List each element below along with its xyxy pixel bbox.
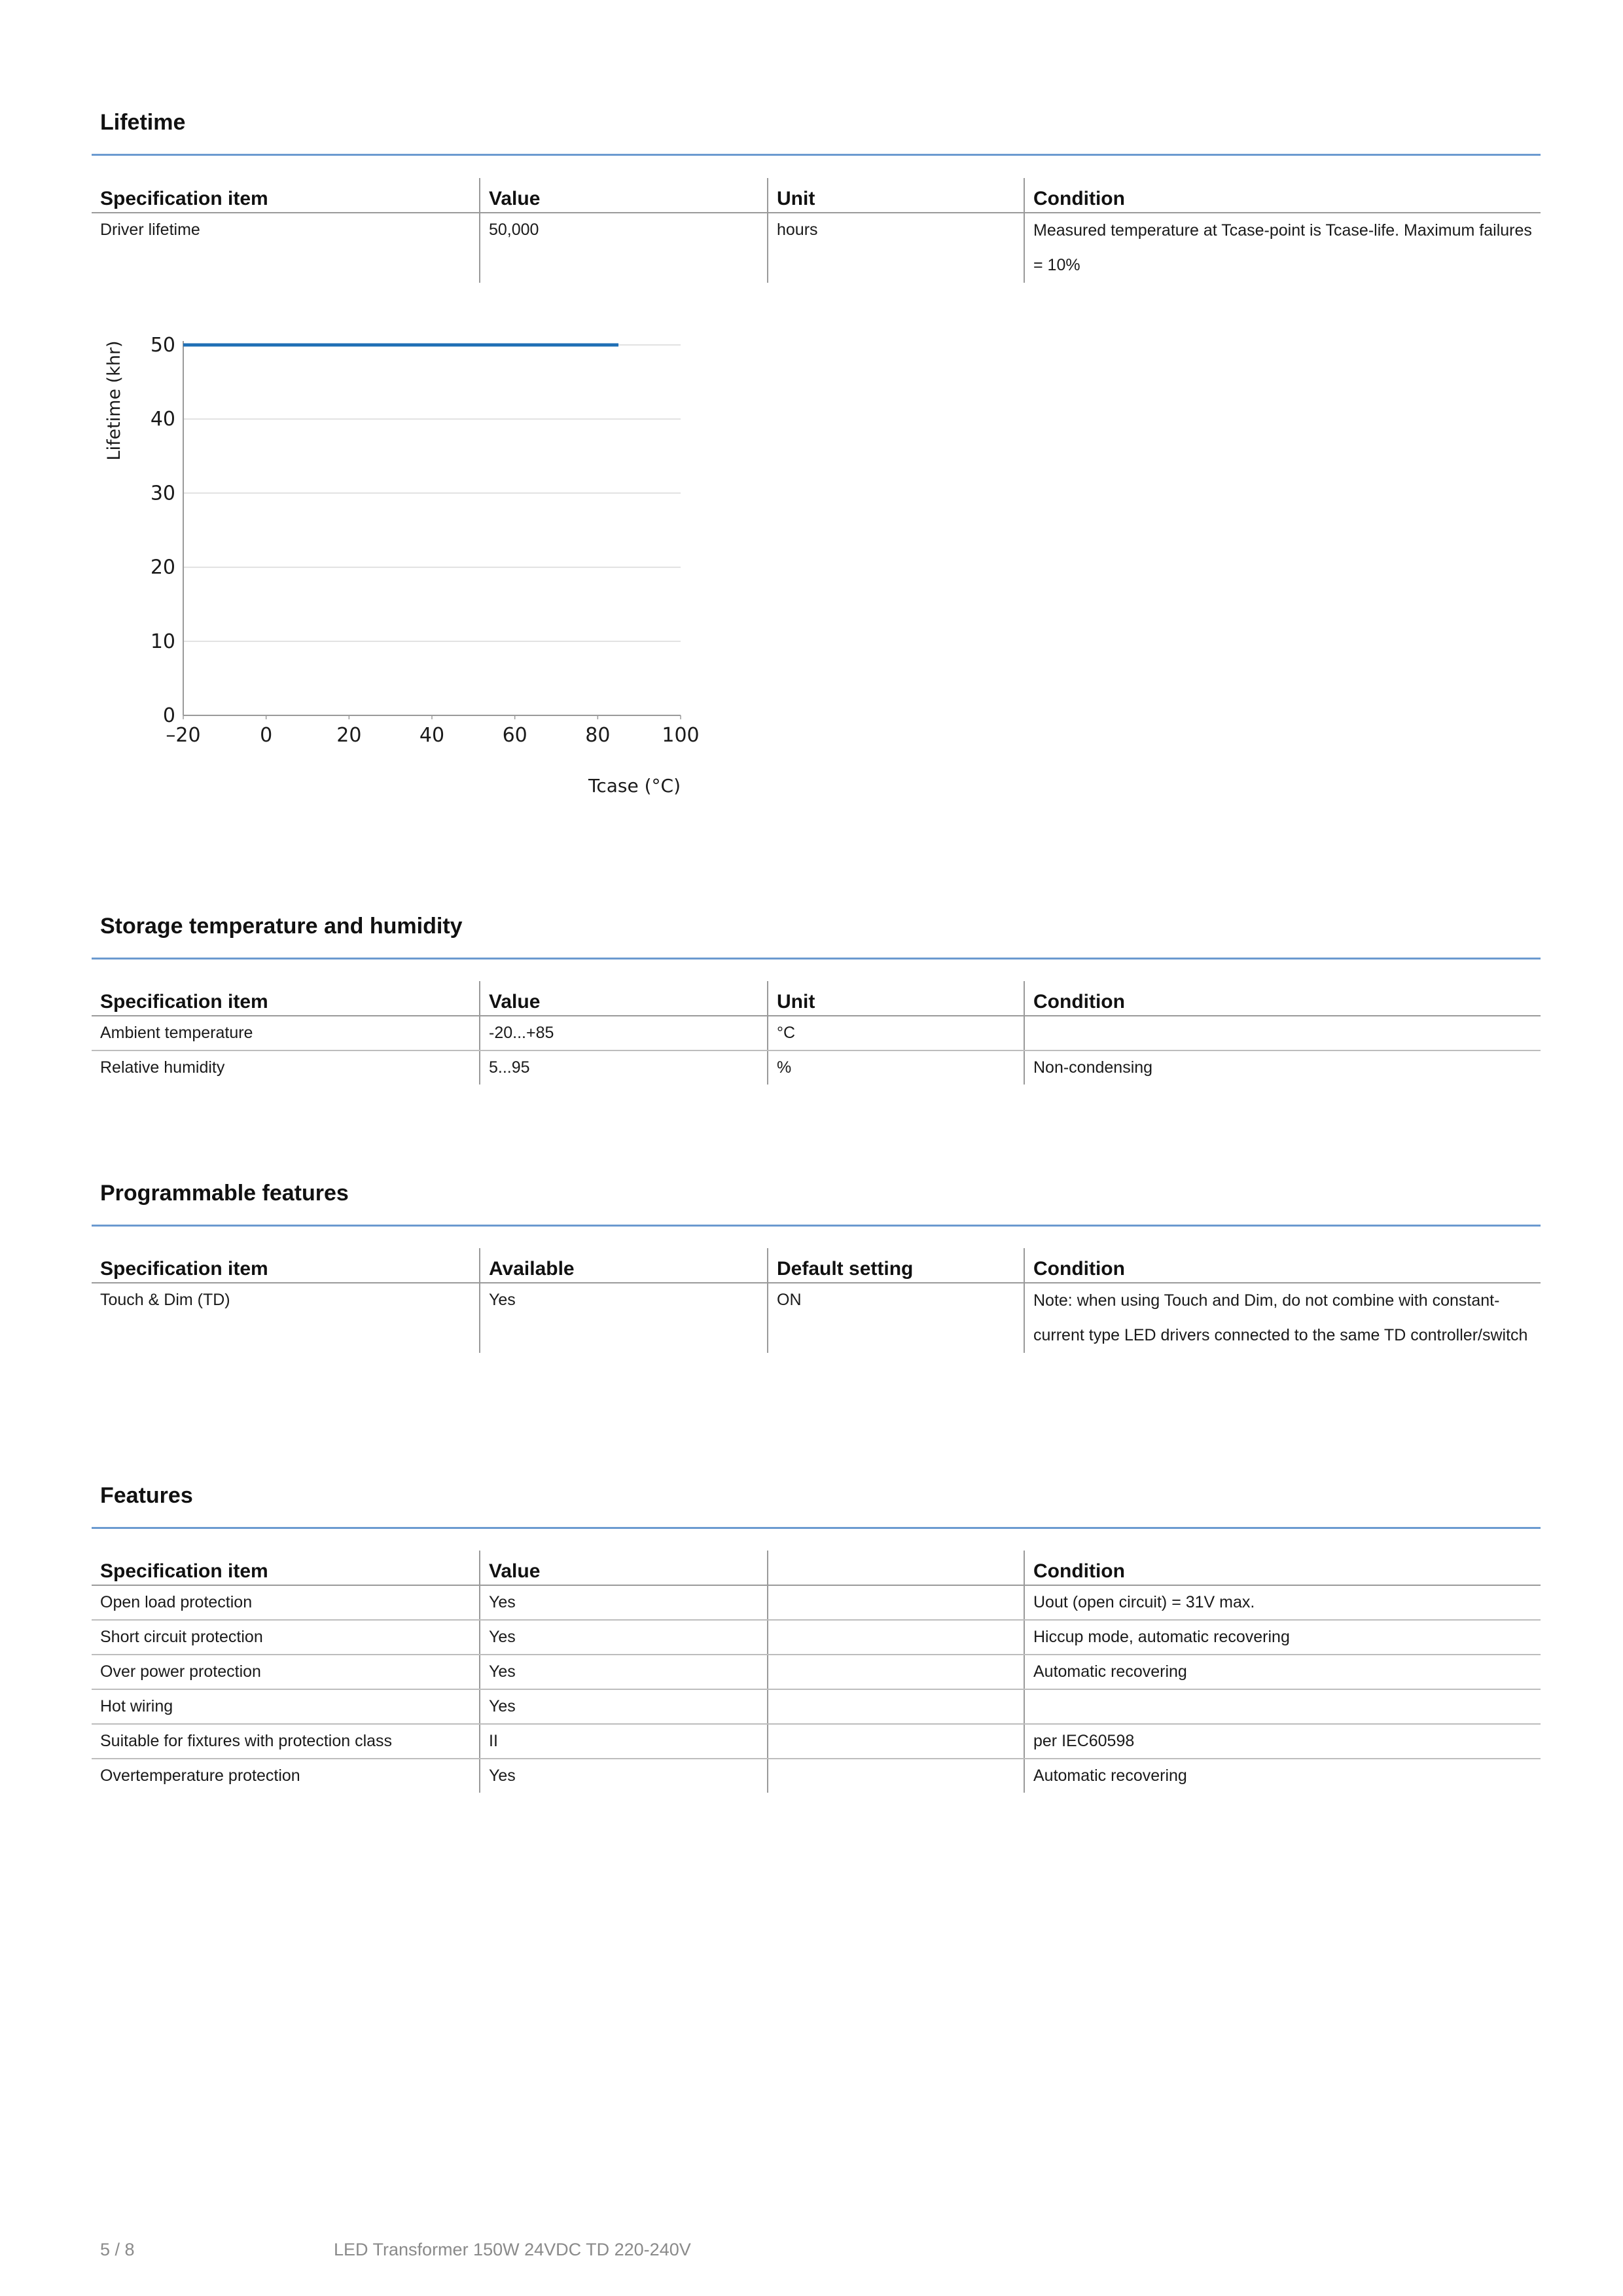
table-cell: Yes bbox=[480, 1620, 768, 1655]
table-cell: Overtemperature protection bbox=[100, 1767, 300, 1785]
column-header: Specification item bbox=[92, 1248, 480, 1283]
section-title-storage: Storage temperature and humidity bbox=[100, 914, 463, 939]
table-cell: Non-condensing bbox=[1024, 1050, 1541, 1085]
table-row bbox=[92, 1724, 1541, 1759]
table-cell: Hiccup mode, automatic recovering bbox=[1024, 1620, 1541, 1655]
chart-ticks bbox=[151, 334, 700, 747]
column-header: Specification item bbox=[92, 981, 480, 1016]
table-cell: Yes bbox=[480, 1585, 768, 1620]
table-cell: -20...+85 bbox=[480, 1016, 768, 1050]
table-cell: hours bbox=[768, 213, 1024, 283]
table-cell: Ambient temperature bbox=[92, 1016, 480, 1050]
table-cell: Note: when using Touch and Dim, do not combine with constant-current type LED drivers connected to the same TD controller/switch bbox=[1024, 1283, 1541, 1353]
table-cell bbox=[768, 1620, 1024, 1655]
column-header: Value bbox=[480, 178, 768, 213]
table-cell bbox=[768, 1585, 1024, 1620]
table-row bbox=[92, 1050, 1541, 1085]
table-row bbox=[92, 1016, 1541, 1050]
section-title-features: Features bbox=[100, 1483, 193, 1508]
x-tick-label: 100 bbox=[662, 724, 700, 747]
section-rule bbox=[92, 154, 1541, 156]
column-header: Available bbox=[480, 1248, 768, 1283]
y-tick-label: 20 bbox=[150, 556, 175, 579]
column-header: Condition bbox=[1024, 1248, 1541, 1283]
table-cell: II bbox=[480, 1724, 768, 1759]
table-cell: per IEC60598 bbox=[1024, 1724, 1541, 1759]
table-row bbox=[92, 1283, 1541, 1353]
section-title-programmable: Programmable features bbox=[100, 1181, 349, 1206]
table-cell: Hot wiring bbox=[92, 1689, 480, 1724]
table-cell bbox=[768, 1759, 1024, 1793]
chart-y-axis-label: Lifetime (khr) bbox=[104, 340, 124, 461]
table-cell: Open load protection bbox=[92, 1585, 480, 1620]
programmable-table bbox=[92, 1248, 1541, 1353]
storage-table bbox=[92, 981, 1541, 1085]
table-cell: % bbox=[768, 1050, 1024, 1085]
table-cell: 5...95 bbox=[480, 1050, 768, 1085]
table-cell: Touch & Dim (TD) bbox=[100, 1291, 230, 1309]
column-header: Condition bbox=[1024, 178, 1541, 213]
table-cell: Uout (open circuit) = 31V max. bbox=[1024, 1585, 1541, 1620]
table-row bbox=[92, 1655, 1541, 1689]
x-tick-label: 20 bbox=[336, 724, 362, 747]
table-row bbox=[92, 213, 1541, 283]
table-row bbox=[92, 1620, 1541, 1655]
lifetime-table bbox=[92, 178, 1541, 283]
x-tick-label: 40 bbox=[419, 724, 445, 747]
column-header bbox=[768, 1551, 1024, 1585]
table-cell: Suitable for fixtures with protection class bbox=[92, 1724, 480, 1759]
table-cell: °C bbox=[768, 1016, 1024, 1050]
column-header: Specification item bbox=[92, 1551, 480, 1585]
table-header-row bbox=[92, 1248, 1541, 1283]
table-cell bbox=[768, 1689, 1024, 1724]
chart-axes bbox=[183, 341, 681, 715]
table-header-row bbox=[92, 981, 1541, 1016]
table-cell bbox=[1024, 1016, 1541, 1050]
table-cell: Yes bbox=[480, 1655, 768, 1689]
table-cell: Relative humidity bbox=[100, 1058, 225, 1077]
table-cell bbox=[1024, 1689, 1541, 1724]
table-cell: Automatic recovering bbox=[1024, 1655, 1541, 1689]
column-header: Unit bbox=[768, 178, 1024, 213]
table-cell bbox=[768, 1724, 1024, 1759]
table-cell: Short circuit protection bbox=[92, 1620, 480, 1655]
table-cell: Yes bbox=[480, 1689, 768, 1724]
footer-page-number: 5 / 8 bbox=[100, 2240, 135, 2259]
table-cell: Over power protection bbox=[92, 1655, 480, 1689]
footer-product-name: LED Transformer 150W 24VDC TD 220-240V bbox=[334, 2240, 691, 2259]
y-tick-label: 40 bbox=[150, 408, 175, 431]
table-cell: Driver lifetime bbox=[100, 221, 200, 239]
column-header: Specification item bbox=[92, 178, 480, 213]
table-header-row bbox=[92, 1551, 1541, 1585]
column-header: Value bbox=[480, 1551, 768, 1585]
table-row bbox=[92, 1585, 1541, 1620]
table-cell: Yes bbox=[480, 1759, 768, 1793]
section-rule bbox=[92, 1225, 1541, 1227]
column-header: Condition bbox=[1024, 981, 1541, 1016]
table-row bbox=[92, 1759, 1541, 1793]
chart-grid bbox=[183, 345, 681, 641]
y-tick-label: 10 bbox=[150, 630, 175, 653]
table-cell: Automatic recovering bbox=[1024, 1759, 1541, 1793]
x-tick-label: 60 bbox=[502, 724, 527, 747]
table-row bbox=[92, 1689, 1541, 1724]
y-tick-label: 50 bbox=[150, 334, 175, 357]
section-title-lifetime: Lifetime bbox=[100, 110, 186, 135]
column-header: Condition bbox=[1024, 1551, 1541, 1585]
y-tick-label: 30 bbox=[150, 482, 175, 505]
features-table bbox=[92, 1551, 1541, 1793]
section-rule bbox=[92, 958, 1541, 960]
table-cell bbox=[768, 1655, 1024, 1689]
lifetime-chart bbox=[98, 321, 720, 805]
table-cell: 50,000 bbox=[480, 213, 768, 283]
x-tick-label: –20 bbox=[166, 724, 201, 747]
table-cell: Measured temperature at Tcase-point is Tcase-life. Maximum failures = 10% bbox=[1024, 213, 1541, 283]
x-tick-label: 80 bbox=[585, 724, 611, 747]
y-tick-label: 0 bbox=[162, 704, 175, 727]
table-cell: Yes bbox=[480, 1283, 768, 1353]
column-header: Value bbox=[480, 981, 768, 1016]
chart-x-axis-label: Tcase (°C) bbox=[588, 775, 681, 797]
column-header: Default setting bbox=[768, 1248, 1024, 1283]
table-header-row bbox=[92, 178, 1541, 213]
column-header: Unit bbox=[768, 981, 1024, 1016]
x-tick-label: 0 bbox=[260, 724, 273, 747]
section-rule bbox=[92, 1527, 1541, 1529]
table-cell: ON bbox=[768, 1283, 1024, 1353]
